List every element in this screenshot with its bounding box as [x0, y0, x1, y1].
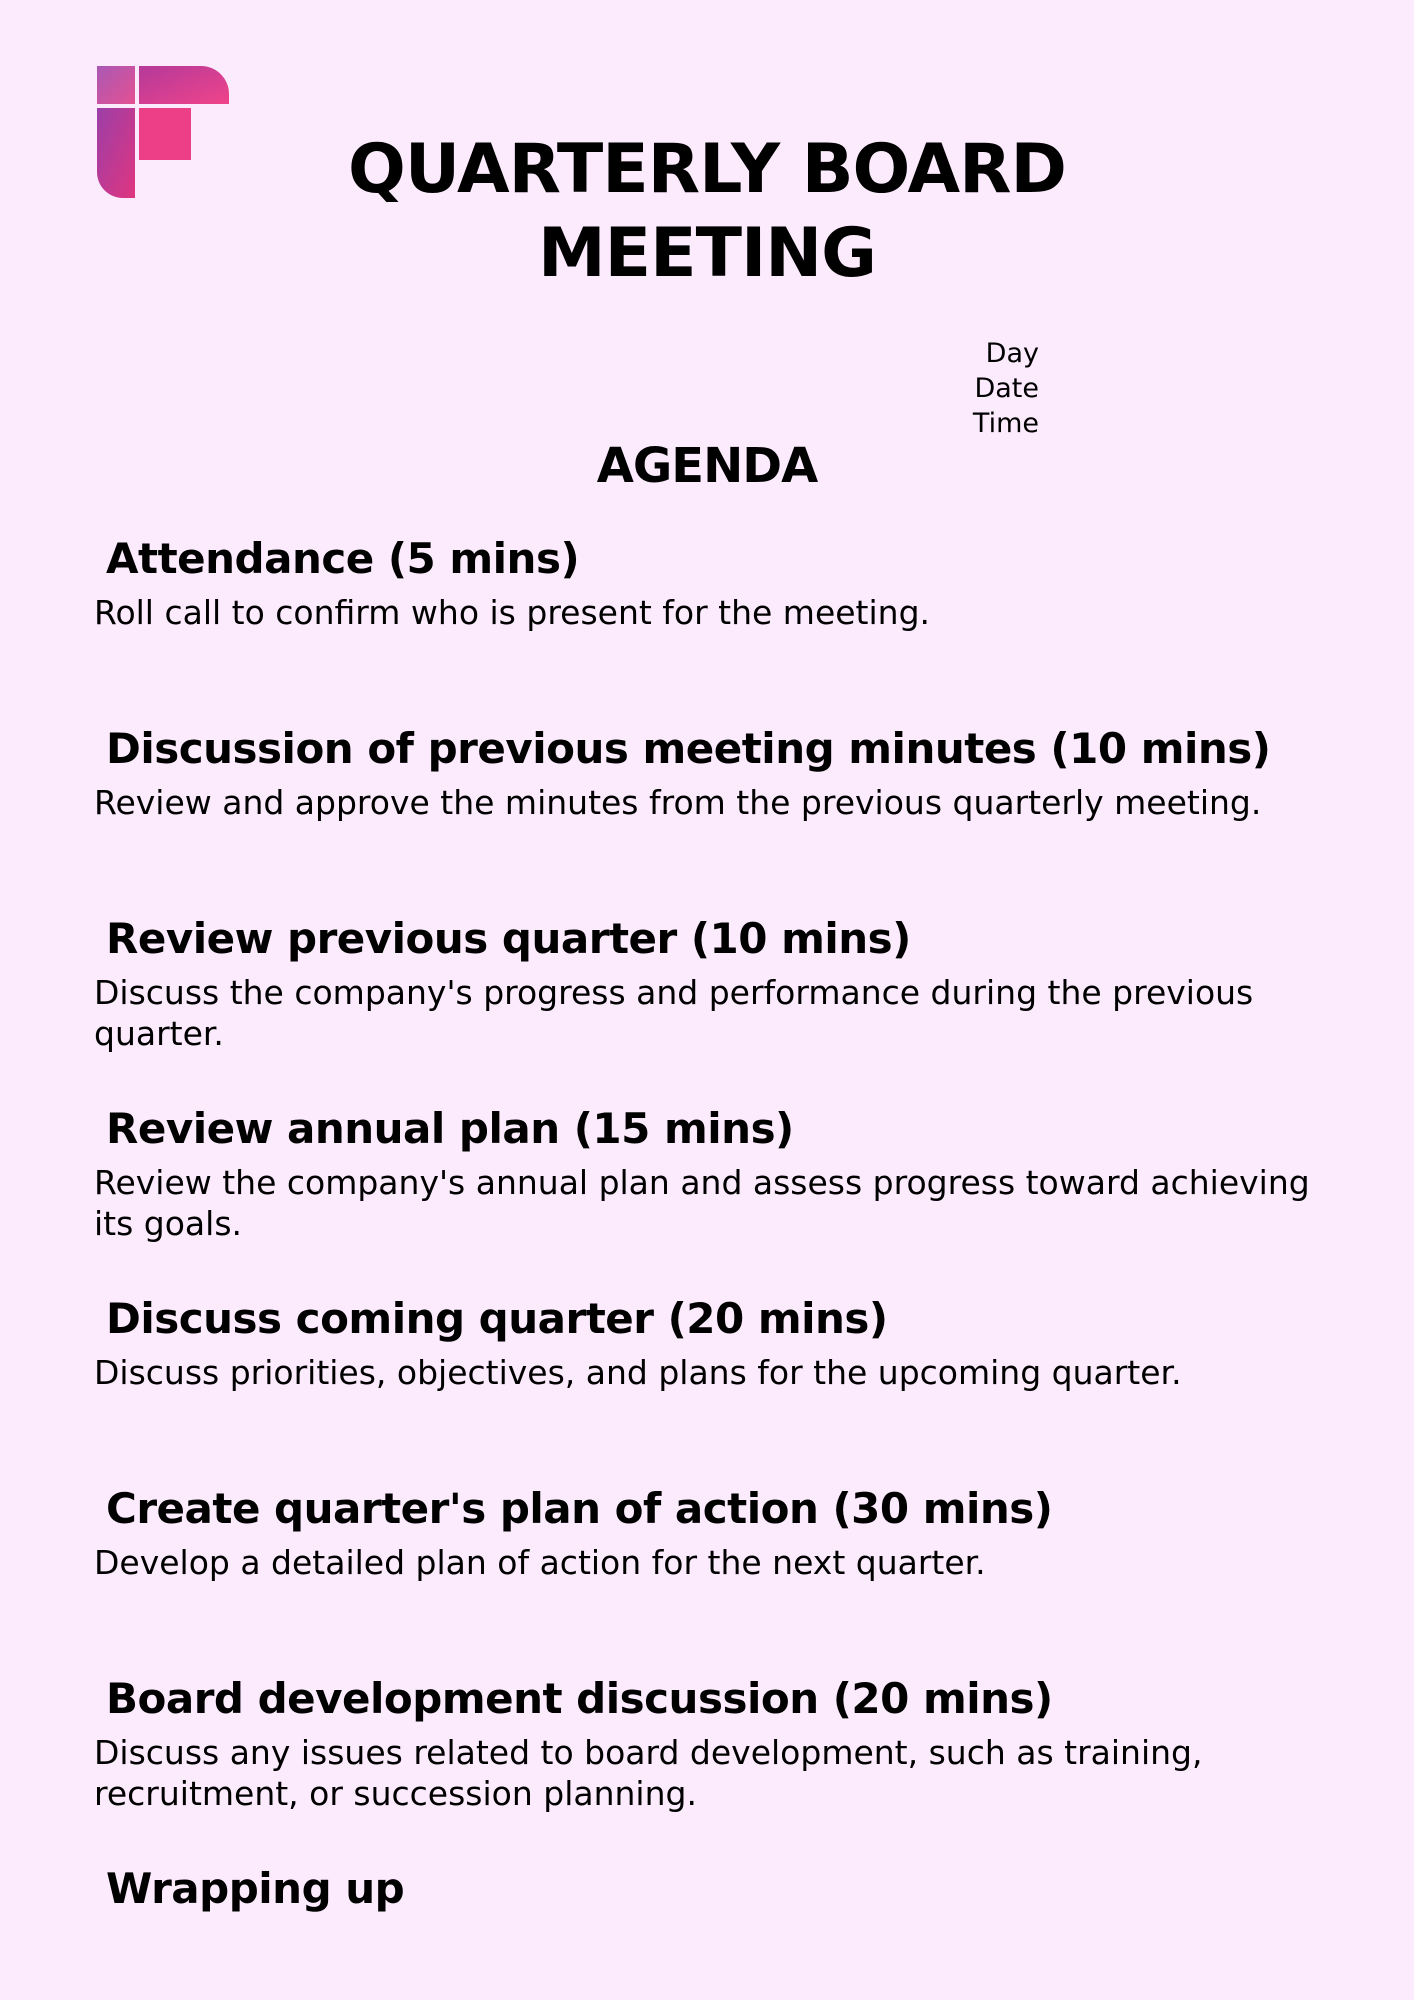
agenda-item-description: Discuss any issues related to board development, such as training, recruitment, or succession planning.	[94, 1733, 1203, 1813]
agenda-item-description: Discuss priorities, objectives, and plans for the upcoming quarter.	[94, 1353, 1182, 1392]
agenda-item-description: Review and approve the minutes from the previous quarterly meeting.	[94, 783, 1262, 822]
agenda-item-description: Review the company's annual plan and assess progress toward achieving its goals.	[94, 1163, 1310, 1243]
agenda-item-title: Discuss coming quarter (20 mins)	[106, 1294, 888, 1343]
agenda-item-title: Board development discussion (20 mins)	[106, 1674, 1053, 1723]
agenda-item	[94, 1482, 1334, 1583]
agenda-item-description: Roll call to confirm who is present for the meeting.	[94, 593, 931, 632]
meta-day: Day	[985, 338, 1039, 369]
brand-logo-icon	[97, 66, 229, 198]
agenda-heading: AGENDA	[596, 438, 818, 494]
agenda-item-description: Develop a detailed plan of action for the next quarter.	[94, 1543, 986, 1582]
agenda-item-title: Discussion of previous meeting minutes (10 mins)	[106, 724, 1271, 773]
page-title	[300, 128, 1114, 296]
agenda-item	[94, 912, 1334, 1054]
meeting-meta	[973, 336, 1039, 441]
agenda-item	[94, 532, 1334, 633]
agenda-item-description: Discuss the company's progress and performance during the previous quarter.	[94, 973, 1254, 1053]
meta-date: Date	[974, 373, 1039, 404]
agenda-item	[94, 1862, 1334, 1922]
agenda-item-title: Review previous quarter (10 mins)	[106, 914, 911, 963]
agenda-item	[94, 1672, 1334, 1814]
agenda-item	[94, 722, 1334, 823]
agenda-item	[94, 1292, 1334, 1393]
agenda-item-title: Wrapping up	[106, 1864, 405, 1913]
title-line-2: MEETING	[538, 214, 876, 293]
agenda-item-title: Review annual plan (15 mins)	[106, 1104, 794, 1153]
meta-time: Time	[972, 408, 1039, 439]
agenda-item-title: Create quarter's plan of action (30 mins)	[106, 1484, 1053, 1533]
title-line-1: QUARTERLY BOARD	[348, 130, 1066, 209]
agenda-item	[94, 1102, 1334, 1244]
agenda-item-title: Attendance (5 mins)	[106, 534, 580, 583]
